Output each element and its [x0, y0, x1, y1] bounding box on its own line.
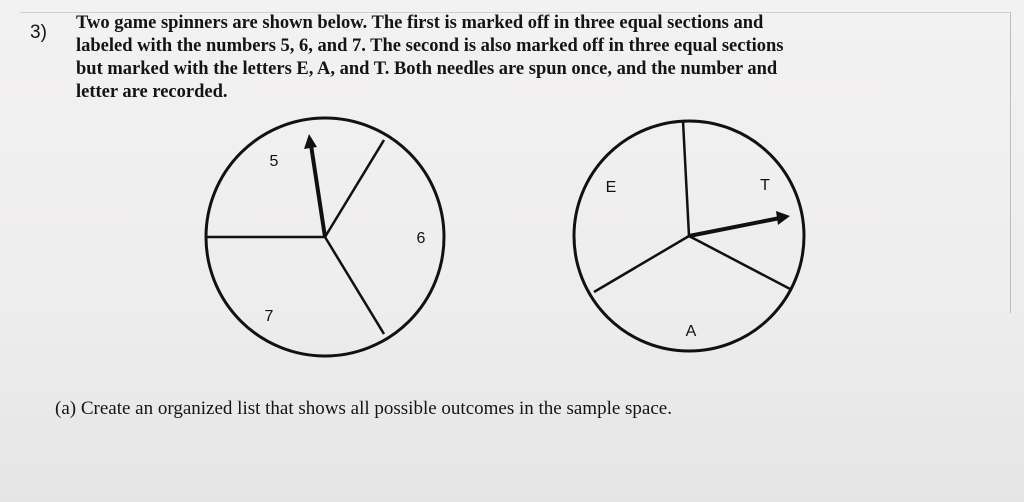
section-label: 7	[264, 308, 274, 325]
spinner-1-needle	[311, 145, 325, 237]
section-divider	[325, 140, 384, 237]
question-line: labeled with the numbers 5, 6, and 7. The second is also marked off in three equal sections	[76, 36, 784, 56]
section-divider	[683, 121, 689, 236]
spinner-2-needle	[689, 218, 780, 236]
question-line: but marked with the letters E, A, and T. Both needles are spun once, and the number and	[76, 59, 778, 79]
section-divider	[325, 237, 384, 334]
needle-arrow-icon	[776, 211, 790, 225]
needle-arrow-icon	[304, 134, 317, 149]
question-line: letter are recorded.	[76, 82, 228, 102]
section-label: E	[605, 179, 617, 196]
spinner-numbers	[206, 118, 444, 356]
section-label: 5	[269, 153, 279, 170]
section-divider	[689, 236, 792, 290]
section-divider	[594, 236, 689, 292]
question-line: Two game spinners are shown below. The first is marked off in three equal sections and	[76, 13, 764, 33]
question-number: 3)	[30, 22, 47, 43]
section-label: 6	[416, 230, 426, 247]
spinner-letters	[574, 121, 804, 351]
part-a-prompt: (a) Create an organized list that shows all possible outcomes in the sample space.	[55, 398, 672, 419]
section-label: A	[685, 323, 697, 340]
section-label: T	[760, 177, 770, 194]
